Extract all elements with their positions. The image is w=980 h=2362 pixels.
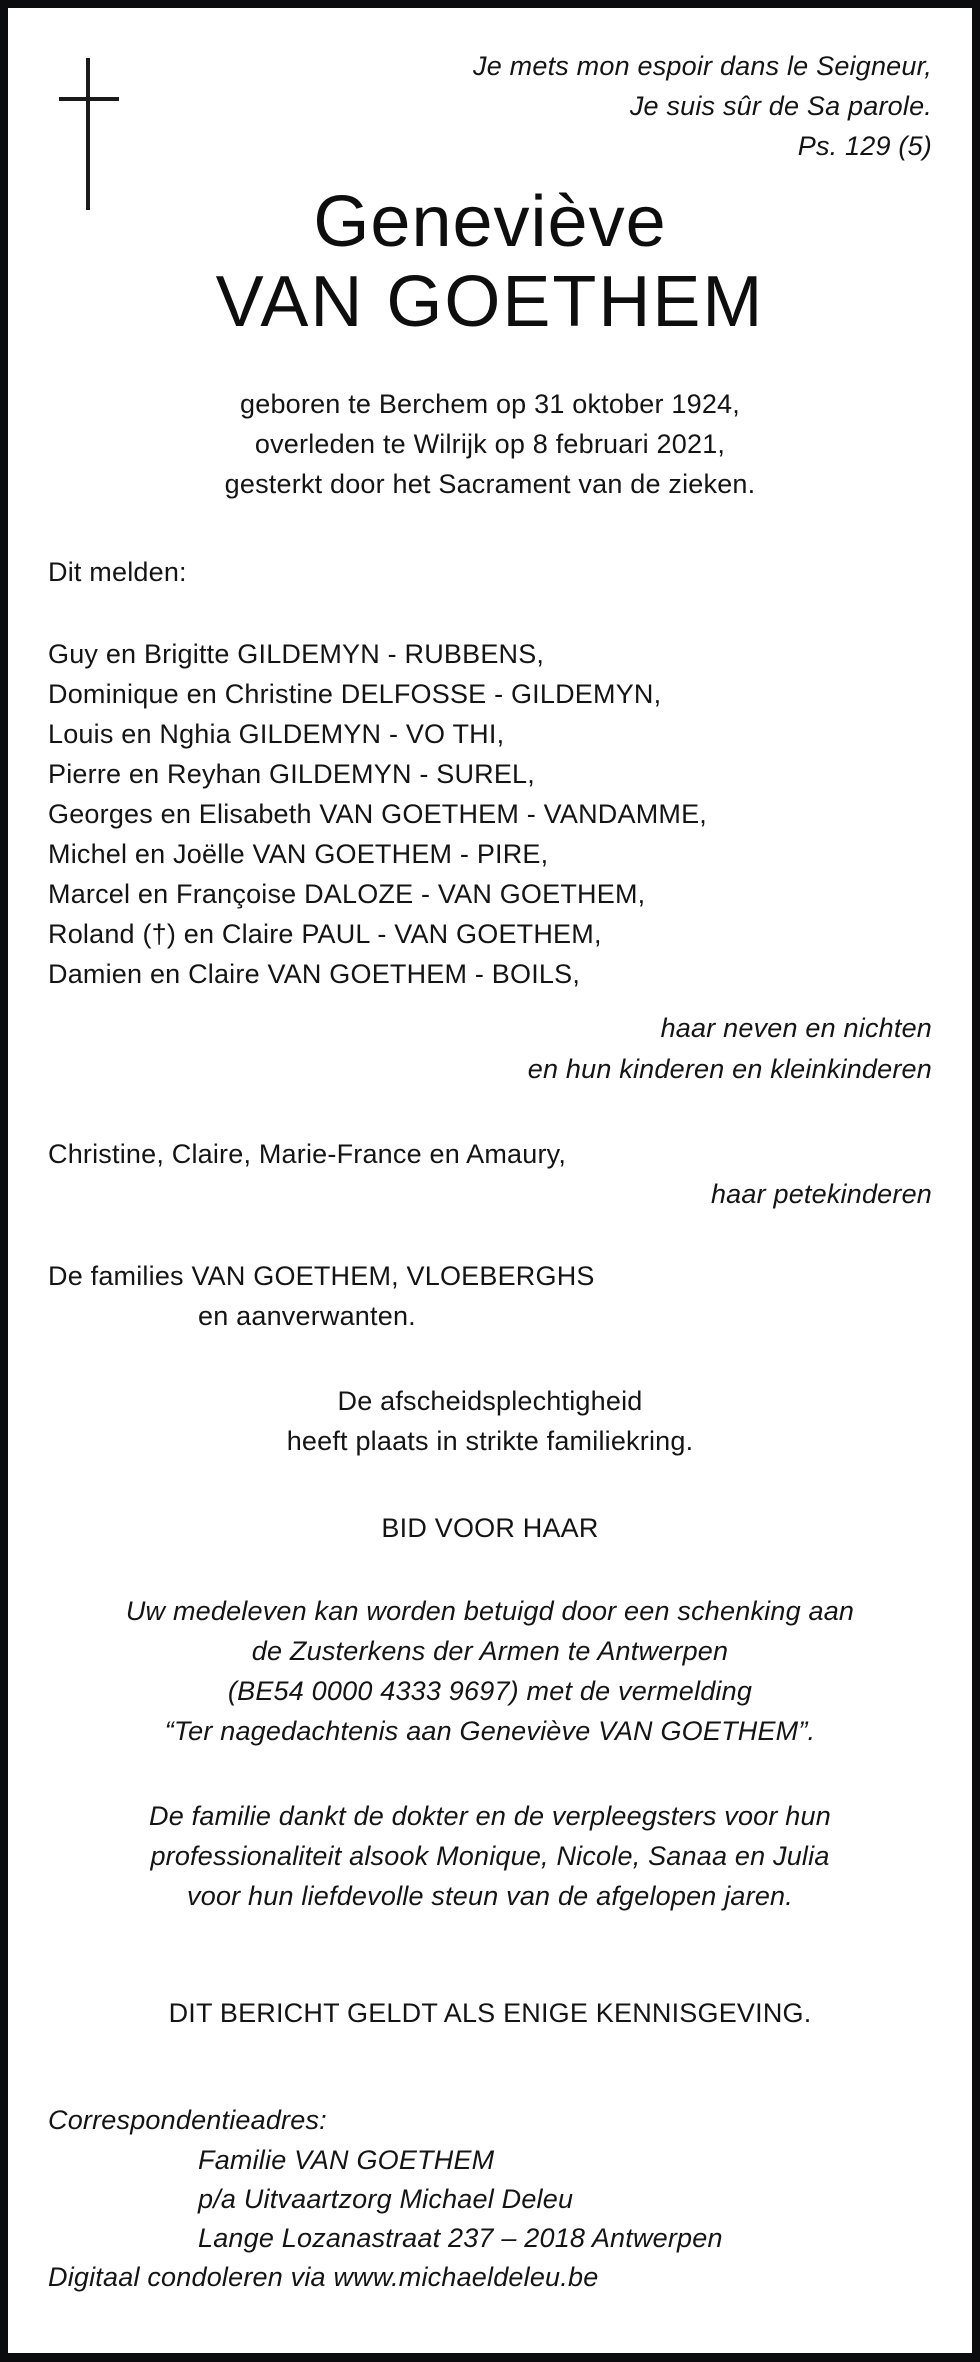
donation-line-4: “Ter nagedachtenis aan Geneviève VAN GOETHEM”. xyxy=(164,1716,816,1746)
death-line: overleden te Wilrijk op 8 februari 2021, xyxy=(254,429,726,459)
verse-line-1: Je mets mon espoir dans le Seigneur, xyxy=(473,51,932,81)
sole-notice: DIT BERICHT GELDT ALS ENIGE KENNISGEVING. xyxy=(168,1998,812,2028)
deceased-last-name: VAN GOETHEM xyxy=(215,262,765,342)
correspondence-label: Correspondentieadres: xyxy=(48,2105,327,2135)
birth-line: geboren te Berchem op 31 oktober 1924, xyxy=(240,389,740,419)
ceremony-line-2: heeft plaats in strikte familiekring. xyxy=(286,1426,694,1456)
thanks-line-3: voor hun liefdevolle steun van de afgelopen jaren. xyxy=(187,1881,793,1911)
relative-item: Dominique en Christine DELFOSSE - GILDEMYN, xyxy=(48,679,662,709)
relative-item: Marcel en Françoise DALOZE - VAN GOETHEM, xyxy=(48,879,646,909)
donation-line-1: Uw medeleven kan worden betuigd door een schenking aan xyxy=(125,1596,855,1626)
address-line-3: Lange Lozanastraat 237 – 2018 Antwerpen xyxy=(198,2223,723,2253)
families-line-1: De families VAN GOETHEM, VLOEBERGHS xyxy=(48,1261,595,1291)
relative-item: Michel en Joëlle VAN GOETHEM - PIRE, xyxy=(48,839,549,869)
relative-item: Roland (†) en Claire PAUL - VAN GOETHEM, xyxy=(48,919,602,949)
donation-line-3: (BE54 0000 4333 9697) met de vermelding xyxy=(227,1676,753,1706)
deceased-first-name: Geneviève xyxy=(313,182,667,262)
thanks-line-1: De familie dankt de dokter en de verpleegsters voor hun xyxy=(149,1801,831,1831)
verse-reference: Ps. 129 (5) xyxy=(797,131,932,161)
sacrament-line: gesterkt door het Sacrament van de zieken. xyxy=(224,469,756,499)
relative-item: Pierre en Reyhan GILDEMYN - SUREL, xyxy=(48,759,535,789)
thanks-line-2: professionaliteit alsook Monique, Nicole, Sanaa en Julia xyxy=(150,1841,830,1871)
donation-line-2: de Zusterkens der Armen te Antwerpen xyxy=(251,1636,729,1666)
prayer-line: BID VOOR HAAR xyxy=(381,1513,599,1543)
relative-item: Guy en Brigitte GILDEMYN - RUBBENS, xyxy=(48,639,545,669)
verse-line-2: Je suis sûr de Sa parole. xyxy=(629,91,932,121)
address-line-1: Familie VAN GOETHEM xyxy=(198,2145,495,2175)
godchildren-names: Christine, Claire, Marie-France en Amaury, xyxy=(48,1139,567,1169)
relative-item: Damien en Claire VAN GOETHEM - BOILS, xyxy=(48,959,581,989)
relatives-role-line-1: haar neven en nichten xyxy=(660,1013,932,1043)
cross-horizontal-bar xyxy=(59,97,119,101)
ceremony-line-1: De afscheidsplechtigheid xyxy=(337,1386,643,1416)
relative-item: Georges en Elisabeth VAN GOETHEM - VANDAMME, xyxy=(48,799,707,829)
online-condolence-line: Digitaal condoleren via www.michaeldeleu.be xyxy=(48,2262,599,2292)
godchildren-role: haar petekinderen xyxy=(710,1179,932,1209)
families-line-2: en aanverwanten. xyxy=(198,1301,416,1331)
relatives-role-line-2: en hun kinderen en kleinkinderen xyxy=(527,1054,932,1084)
relative-item: Louis en Nghia GILDEMYN - VO THI, xyxy=(48,719,505,749)
announcers-intro: Dit melden: xyxy=(48,557,187,587)
address-line-2: p/a Uitvaartzorg Michael Deleu xyxy=(198,2184,574,2214)
